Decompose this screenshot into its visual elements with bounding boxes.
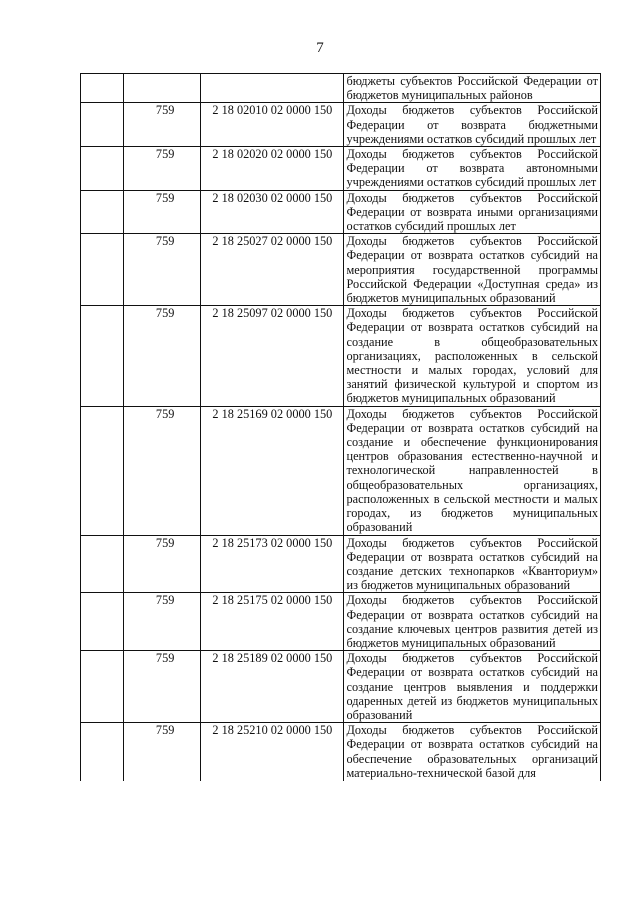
kbk-code: 2 18 02020 02 0000 150 — [201, 147, 344, 191]
revenue-description: Доходы бюджетов субъектов Российской Федерации от возврата остатков субсидий на создание в общеобразовательных организациях, расположенных в сельской местности и малых городах, условий для занятий физической культурой и спортом из бюджетов муниципальных образований — [344, 306, 601, 406]
kbk-code: 2 18 25027 02 0000 150 — [201, 234, 344, 306]
revenue-description: Доходы бюджетов субъектов Российской Федерации от возврата автономными учреждениями остатков субсидий прошлых лет — [344, 147, 601, 191]
empty-cell — [81, 406, 124, 535]
table-row — [81, 190, 601, 234]
admin-code: 759 — [124, 190, 201, 234]
empty-cell — [81, 593, 124, 651]
table-row — [81, 723, 601, 782]
admin-code: 759 — [124, 306, 201, 406]
kbk-code: 2 18 25210 02 0000 150 — [201, 723, 344, 782]
admin-code: 759 — [124, 406, 201, 535]
revenue-description: Доходы бюджетов субъектов Российской Федерации от возврата иными организациями остатков субсидий прошлых лет — [344, 190, 601, 234]
page-number: 7 — [316, 40, 324, 56]
admin-code: 759 — [124, 535, 201, 593]
table-row — [81, 651, 601, 723]
empty-cell — [201, 74, 344, 103]
table-row — [81, 306, 601, 406]
kbk-code: 2 18 02030 02 0000 150 — [201, 190, 344, 234]
table-row — [81, 74, 601, 103]
empty-cell — [81, 234, 124, 306]
kbk-code: 2 18 25189 02 0000 150 — [201, 651, 344, 723]
revenue-description: Доходы бюджетов субъектов Российской Федерации от возврата остатков субсидий на создание детских технопарков «Кванториум» из бюджетов муниципальных образований — [344, 535, 601, 593]
kbk-code: 2 18 25173 02 0000 150 — [201, 535, 344, 593]
kbk-code: 2 18 25097 02 0000 150 — [201, 306, 344, 406]
revenue-description: Доходы бюджетов субъектов Российской Федерации от возврата остатков субсидий на создание и обеспечение функционирования центров образования естественно-научной и технологической направленностей в общеобразовательных организациях, расположенных в сельской местности и малых городах, из бюджетов муниципальных образований — [344, 406, 601, 535]
admin-code: 759 — [124, 723, 201, 782]
empty-cell — [81, 74, 124, 103]
budget-codes-table — [80, 73, 601, 781]
empty-cell — [81, 147, 124, 191]
continuation-description: бюджеты субъектов Российской Федерации от бюджетов муниципальных районов — [344, 74, 601, 103]
revenue-description — [344, 723, 601, 782]
empty-cell — [81, 190, 124, 234]
table-row — [81, 593, 601, 651]
kbk-code: 2 18 02010 02 0000 150 — [201, 103, 344, 147]
kbk-code: 2 18 25169 02 0000 150 — [201, 406, 344, 535]
admin-code: 759 — [124, 651, 201, 723]
table-row — [81, 234, 601, 306]
revenue-description: Доходы бюджетов субъектов Российской Федерации от возврата остатков субсидий на создание центров выявления и поддержки одаренных детей из бюджетов муниципальных образований — [344, 651, 601, 723]
empty-cell — [81, 651, 124, 723]
empty-cell — [81, 306, 124, 406]
empty-cell — [81, 535, 124, 593]
revenue-description: Доходы бюджетов субъектов Российской Федерации от возврата остатков субсидий на создание ключевых центров развития детей из бюджетов муниципальных образований — [344, 593, 601, 651]
admin-code: 759 — [124, 234, 201, 306]
revenue-description-text: Доходы бюджетов субъектов Российской Федерации от возврата остатков субсидий на обеспечение образовательных организаций материально-технической базой для — [346, 723, 598, 780]
admin-code: 759 — [124, 147, 201, 191]
revenue-description: Доходы бюджетов субъектов Российской Федерации от возврата бюджетными учреждениями остатков субсидий прошлых лет — [344, 103, 601, 147]
admin-code: 759 — [124, 593, 201, 651]
table-row — [81, 147, 601, 191]
table-row — [81, 406, 601, 535]
table-row — [81, 535, 601, 593]
table-row — [81, 103, 601, 147]
revenue-description: Доходы бюджетов субъектов Российской Федерации от возврата остатков субсидий на мероприятия государственной программы Российской Федерации «Доступная среда» из бюджетов муниципальных образований — [344, 234, 601, 306]
admin-code: 759 — [124, 103, 201, 147]
empty-cell — [124, 74, 201, 103]
empty-cell — [81, 103, 124, 147]
empty-cell — [81, 723, 124, 782]
kbk-code: 2 18 25175 02 0000 150 — [201, 593, 344, 651]
